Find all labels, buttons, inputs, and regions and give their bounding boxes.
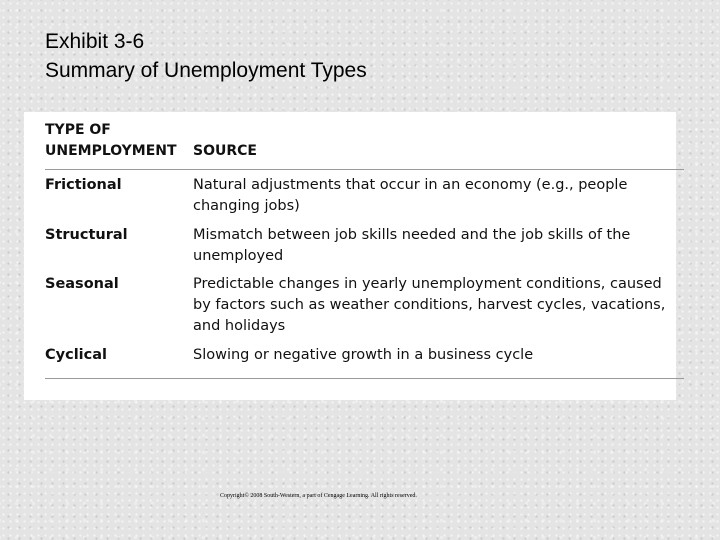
row-source: Slowing or negative growth in a business cycle (193, 347, 534, 363)
table-header (45, 120, 684, 170)
header-source: SOURCE (193, 143, 257, 159)
row-type: Frictional (45, 177, 122, 193)
table-bottom-rule (45, 378, 684, 379)
header-type-of-unemployment: TYPE OF UNEMPLOYMENT (45, 122, 177, 159)
row-type: Seasonal (45, 276, 119, 292)
exhibit-number: Exhibit 3-6 (45, 30, 145, 53)
row-type: Structural (45, 227, 128, 243)
copyright-notice: Copyright© 2008 South-Western, a part of Cengage Learning. All rights reserved. (220, 493, 417, 499)
row-source: Mismatch between job skills needed and the job skills of the unemployed (193, 227, 631, 264)
row-source: Predictable changes in yearly unemployment conditions, caused by factors such as weather conditions, harvest cycles, vacations, and holidays (193, 276, 666, 334)
row-type: Cyclical (45, 347, 107, 363)
row-source: Natural adjustments that occur in an economy (e.g., people changing jobs) (193, 177, 628, 214)
exhibit-title: Summary of Unemployment Types (45, 59, 367, 82)
unemployment-types-table (24, 112, 676, 400)
slide-title (45, 27, 367, 85)
